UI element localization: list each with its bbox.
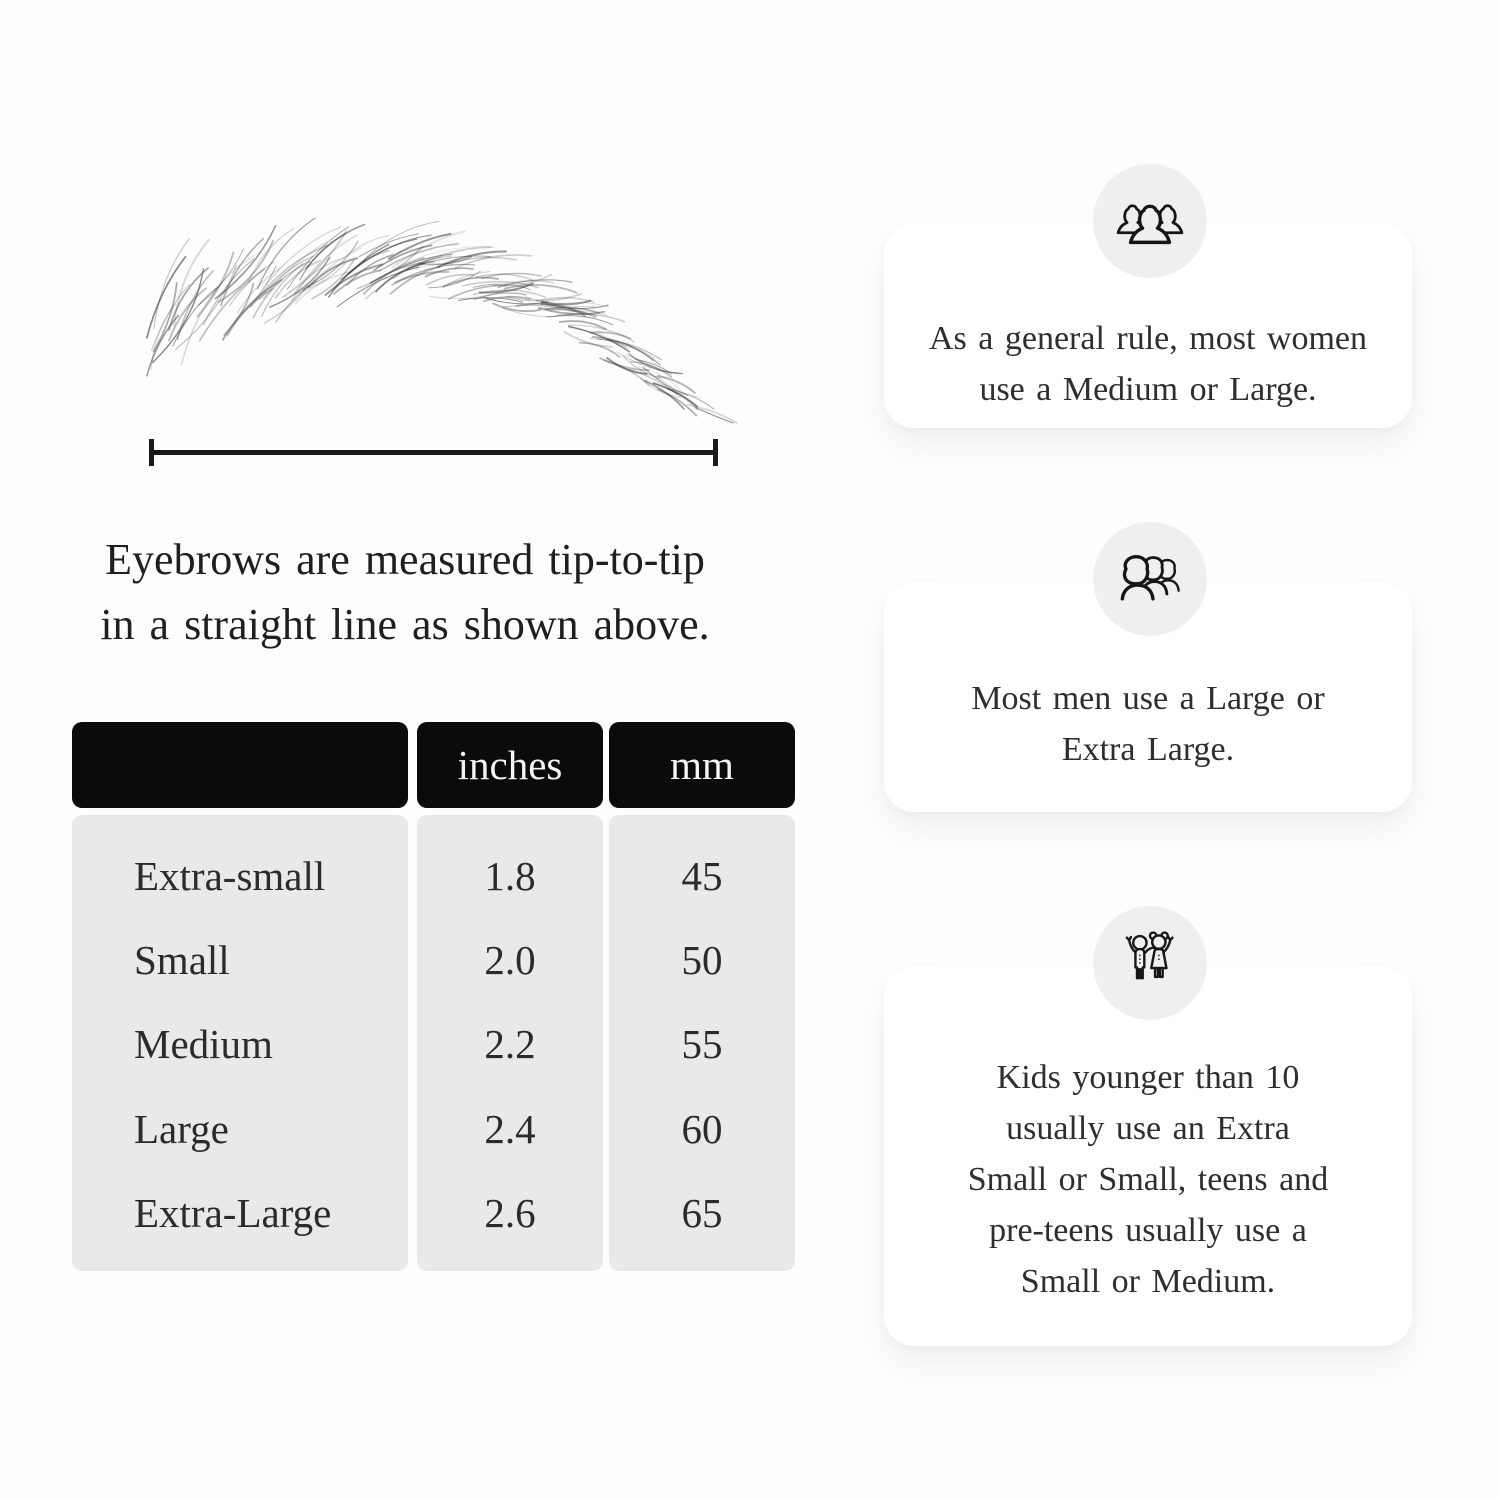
table-row-inches: 2.6 (484, 1190, 536, 1236)
table-row-inches: 2.4 (484, 1106, 536, 1152)
caption-line-1: Eyebrows are measured tip-to-tip (105, 535, 705, 584)
card-men-text (884, 673, 1412, 775)
table-row-inches: 2.0 (484, 937, 536, 983)
women-group-icon (1111, 182, 1189, 260)
table-row-mm: 60 (681, 1106, 723, 1152)
table-row-inches: 2.2 (484, 1021, 536, 1067)
card-kids-text (884, 1052, 1412, 1307)
women-icon-badge (1093, 164, 1207, 278)
table-row-mm: 55 (681, 1021, 723, 1067)
card-women-text (884, 313, 1412, 415)
table-row-label: Large (134, 1106, 229, 1152)
measurement-caption (75, 527, 735, 657)
caption-line-2: in a straight line as shown above. (100, 600, 710, 649)
eyebrow-illustration (100, 218, 760, 456)
table-header-size (72, 722, 408, 808)
table-header-inches: inches (417, 722, 603, 808)
card-kids-line: pre-teens usually use a (989, 1212, 1307, 1249)
measurement-line (150, 450, 718, 455)
men-group-icon (1111, 540, 1189, 618)
card-kids-line: Small or Small, teens and (967, 1161, 1329, 1198)
men-icon-badge (1093, 522, 1207, 636)
table-row-mm: 50 (681, 937, 723, 983)
measurement-line-right-tick (713, 439, 718, 466)
card-men-line: Extra Large. (1061, 731, 1235, 768)
table-row-label: Medium (134, 1021, 273, 1067)
card-kids-line: Small or Medium. (1020, 1263, 1276, 1300)
card-kids-line: usually use an Extra (1006, 1110, 1290, 1147)
kids-icon-badge (1093, 906, 1207, 1020)
table-header-mm: mm (609, 722, 795, 808)
card-women-line: use a Medium or Large. (979, 371, 1317, 408)
table-row-label: Extra-Large (134, 1190, 332, 1236)
table-row-mm: 45 (681, 853, 723, 899)
table-row-mm: 65 (681, 1190, 723, 1236)
table-row-label: Small (134, 937, 230, 983)
table-row-label: Extra-small (134, 853, 326, 899)
table-row-inches: 1.8 (484, 853, 536, 899)
kids-icon (1112, 925, 1188, 1001)
eyebrow-sketch-drawing (100, 218, 760, 456)
card-men-line: Most men use a Large or (971, 680, 1325, 717)
card-kids-line: Kids younger than 10 (996, 1059, 1300, 1096)
card-women-line: As a general rule, most women (929, 320, 1367, 357)
